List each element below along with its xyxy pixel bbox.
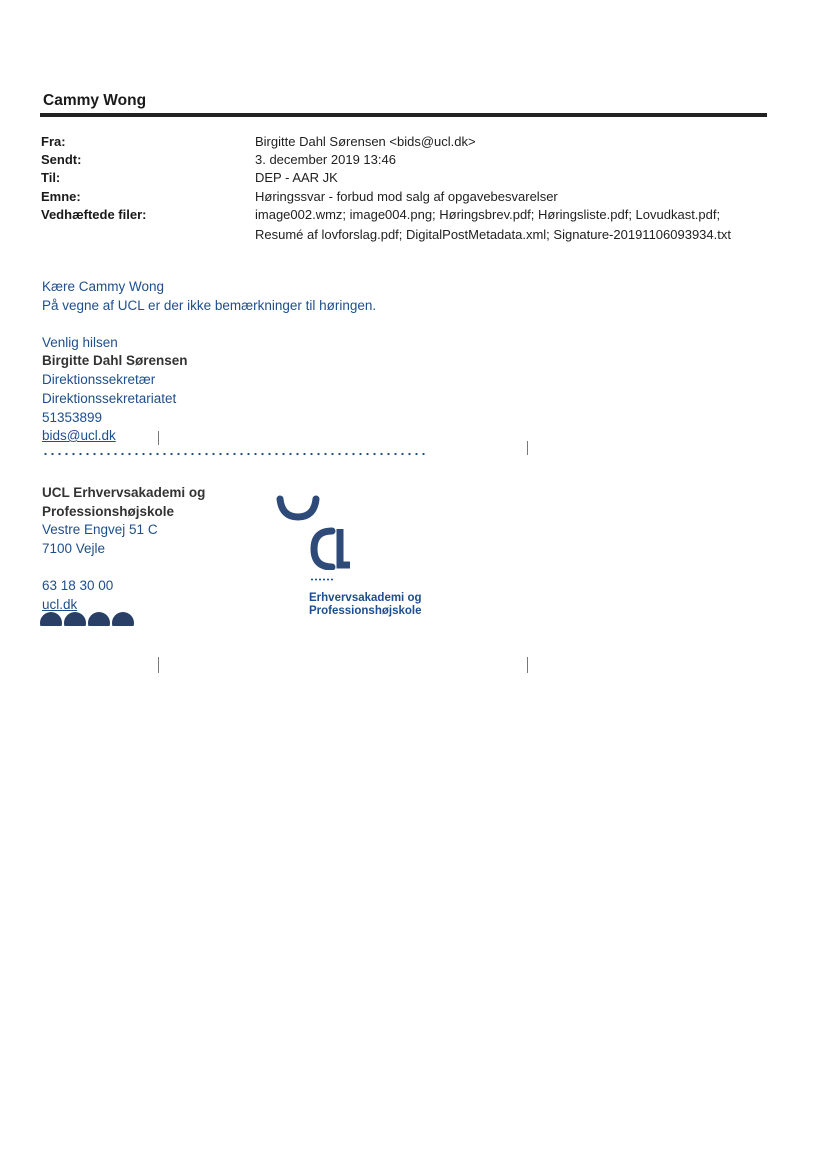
to-value: DEP - AAR JK: [255, 170, 338, 185]
from-label: Fra:: [41, 134, 66, 149]
from-value: Birgitte Dahl Sørensen <bids@ucl.dk>: [255, 134, 476, 149]
logo-subtitle-line1: Erhvervsakademi og: [309, 592, 422, 604]
closing: Venlig hilsen: [42, 335, 118, 350]
instagram-icon[interactable]: [112, 612, 134, 626]
org-name-line2: Professionshøjskole: [42, 504, 175, 519]
attachments-label: Vedhæftede filer:: [41, 207, 147, 222]
scan-artifact-mark: [527, 657, 528, 673]
signature-email-link[interactable]: bids@ucl.dk: [42, 428, 116, 443]
message-body: På vegne af UCL er der ikke bemærkninger til høringen.: [42, 298, 377, 313]
twitter-icon[interactable]: [64, 612, 86, 626]
attachments-value-line2: Resumé af lovforslag.pdf; DigitalPostMetadata.xml; Signature-20191106093934.txt: [255, 227, 731, 242]
logo-subtitle-line2: Professionshøjskole: [309, 605, 422, 617]
org-website-link[interactable]: ucl.dk: [42, 597, 78, 612]
header-divider: [40, 113, 767, 117]
scan-artifact-mark: [158, 657, 159, 673]
dotted-separator: [42, 452, 427, 456]
ucl-logo-icon: [270, 495, 350, 570]
org-address: Vestre Engvej 51 C: [42, 522, 158, 537]
social-icons-row: [40, 612, 140, 626]
sent-label: Sendt:: [41, 152, 82, 167]
attachments-value-line1: image002.wmz; image004.png; Høringsbrev.pdf; Høringsliste.pdf; Lovudkast.pdf;: [255, 207, 721, 222]
to-label: Til:: [41, 170, 61, 185]
signature-name: Birgitte Dahl Sørensen: [42, 353, 188, 368]
logo-dots: [310, 578, 334, 581]
org-phone: 63 18 30 00: [42, 578, 114, 593]
signature-title: Direktionssekretær: [42, 372, 156, 387]
org-city: 7100 Vejle: [42, 541, 106, 556]
scan-artifact-mark: [527, 441, 528, 455]
subject-value: Høringssvar - forbud mod salg af opgavebesvarelser: [255, 189, 558, 204]
scan-artifact-mark: [158, 431, 159, 445]
mailbox-owner-name: Cammy Wong: [43, 92, 147, 109]
sent-value: 3. december 2019 13:46: [255, 152, 396, 167]
signature-phone: 51353899: [42, 410, 103, 425]
linkedin-icon[interactable]: [40, 612, 62, 626]
subject-label: Emne:: [41, 189, 81, 204]
greeting: Kære Cammy Wong: [42, 279, 165, 294]
org-name-line1: UCL Erhvervsakademi og: [42, 485, 206, 500]
signature-department: Direktionssekretariatet: [42, 391, 177, 406]
facebook-icon[interactable]: [88, 612, 110, 626]
